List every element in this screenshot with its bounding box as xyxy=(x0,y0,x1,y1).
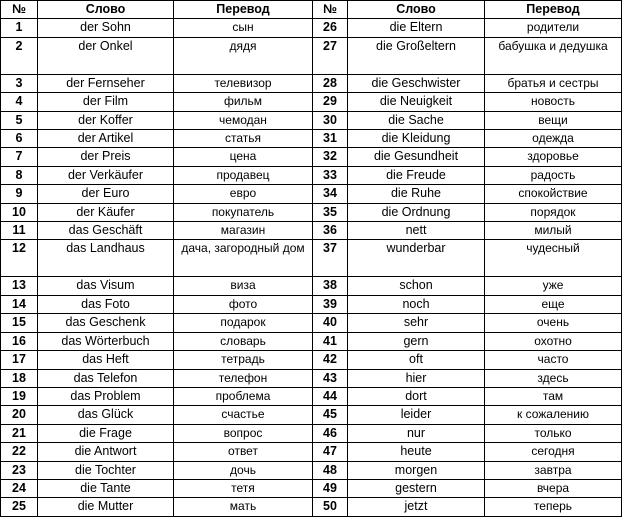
cell-number-left: 7 xyxy=(1,148,38,166)
cell-number-right: 46 xyxy=(313,424,348,442)
cell-translation-right: радость xyxy=(485,166,622,184)
cell-translation-right: только xyxy=(485,424,622,442)
header-row xyxy=(1,1,622,19)
cell-number-left: 25 xyxy=(1,498,38,516)
table-row xyxy=(1,240,622,277)
cell-number-right: 40 xyxy=(313,314,348,332)
cell-word-right: die Ruhe xyxy=(348,185,485,203)
cell-translation-left: виза xyxy=(174,277,313,295)
cell-word-left: die Tante xyxy=(38,479,174,497)
cell-word-left: der Käufer xyxy=(38,203,174,221)
cell-word-right: dort xyxy=(348,387,485,405)
cell-number-right: 31 xyxy=(313,130,348,148)
table-row xyxy=(1,387,622,405)
cell-word-left: der Fernseher xyxy=(38,74,174,92)
cell-word-left: der Film xyxy=(38,93,174,111)
cell-word-left: der Sohn xyxy=(38,19,174,37)
table-row xyxy=(1,295,622,313)
table-row xyxy=(1,185,622,203)
cell-translation-right: охотно xyxy=(485,332,622,350)
cell-translation-left: фото xyxy=(174,295,313,313)
cell-number-right: 36 xyxy=(313,222,348,240)
cell-number-left: 9 xyxy=(1,185,38,203)
header-word-right: Слово xyxy=(348,1,485,19)
cell-number-left: 10 xyxy=(1,203,38,221)
table-row xyxy=(1,37,622,74)
cell-translation-left: дочь xyxy=(174,461,313,479)
cell-translation-right: одежда xyxy=(485,130,622,148)
cell-number-right: 37 xyxy=(313,240,348,277)
cell-number-left: 4 xyxy=(1,93,38,111)
cell-word-left: das Foto xyxy=(38,295,174,313)
cell-number-right: 45 xyxy=(313,406,348,424)
cell-translation-right: здоровье xyxy=(485,148,622,166)
cell-number-left: 19 xyxy=(1,387,38,405)
cell-translation-left: проблема xyxy=(174,387,313,405)
cell-translation-left: продавец xyxy=(174,166,313,184)
cell-translation-right: теперь xyxy=(485,498,622,516)
cell-number-right: 38 xyxy=(313,277,348,295)
table-row xyxy=(1,203,622,221)
cell-number-left: 18 xyxy=(1,369,38,387)
cell-number-right: 27 xyxy=(313,37,348,74)
cell-translation-right: новость xyxy=(485,93,622,111)
header-translation-left: Перевод xyxy=(174,1,313,19)
cell-word-left: das Geschenk xyxy=(38,314,174,332)
cell-translation-left: телефон xyxy=(174,369,313,387)
cell-word-right: heute xyxy=(348,443,485,461)
cell-word-left: die Antwort xyxy=(38,443,174,461)
cell-translation-left: ответ xyxy=(174,443,313,461)
cell-translation-left: фильм xyxy=(174,93,313,111)
cell-translation-right: часто xyxy=(485,351,622,369)
cell-number-right: 43 xyxy=(313,369,348,387)
cell-number-right: 35 xyxy=(313,203,348,221)
header-translation-right: Перевод xyxy=(485,1,622,19)
cell-number-left: 17 xyxy=(1,351,38,369)
cell-word-left: die Frage xyxy=(38,424,174,442)
cell-word-right: die Ordnung xyxy=(348,203,485,221)
table-row xyxy=(1,74,622,92)
cell-word-right: jetzt xyxy=(348,498,485,516)
cell-word-right: nett xyxy=(348,222,485,240)
cell-translation-left: словарь xyxy=(174,332,313,350)
cell-word-left: der Koffer xyxy=(38,111,174,129)
cell-translation-left: дача, загородный дом xyxy=(174,240,313,277)
table-row xyxy=(1,443,622,461)
table-row xyxy=(1,461,622,479)
header-word-left: Слово xyxy=(38,1,174,19)
cell-translation-left: тетрадь xyxy=(174,351,313,369)
cell-number-left: 23 xyxy=(1,461,38,479)
cell-translation-right: уже xyxy=(485,277,622,295)
cell-word-left: die Tochter xyxy=(38,461,174,479)
table-row xyxy=(1,424,622,442)
cell-word-right: hier xyxy=(348,369,485,387)
cell-translation-right: милый xyxy=(485,222,622,240)
cell-word-left: der Preis xyxy=(38,148,174,166)
cell-word-right: die Großeltern xyxy=(348,37,485,74)
cell-number-left: 16 xyxy=(1,332,38,350)
cell-number-left: 11 xyxy=(1,222,38,240)
cell-word-right: die Eltern xyxy=(348,19,485,37)
cell-number-right: 33 xyxy=(313,166,348,184)
header-number-right: № xyxy=(313,1,348,19)
table-row xyxy=(1,19,622,37)
header-number-left: № xyxy=(1,1,38,19)
cell-number-right: 39 xyxy=(313,295,348,313)
cell-number-left: 20 xyxy=(1,406,38,424)
cell-number-right: 26 xyxy=(313,19,348,37)
cell-word-left: das Problem xyxy=(38,387,174,405)
cell-number-right: 28 xyxy=(313,74,348,92)
cell-translation-right: еще xyxy=(485,295,622,313)
cell-translation-left: магазин xyxy=(174,222,313,240)
cell-word-right: die Freude xyxy=(348,166,485,184)
cell-number-left: 14 xyxy=(1,295,38,313)
table-row xyxy=(1,479,622,497)
cell-number-left: 21 xyxy=(1,424,38,442)
cell-translation-right: вещи xyxy=(485,111,622,129)
cell-number-left: 15 xyxy=(1,314,38,332)
cell-word-left: der Onkel xyxy=(38,37,174,74)
table-row xyxy=(1,369,622,387)
cell-word-right: noch xyxy=(348,295,485,313)
cell-number-right: 50 xyxy=(313,498,348,516)
cell-translation-right: там xyxy=(485,387,622,405)
cell-word-left: der Verkäufer xyxy=(38,166,174,184)
cell-number-right: 32 xyxy=(313,148,348,166)
cell-number-left: 13 xyxy=(1,277,38,295)
cell-word-left: das Heft xyxy=(38,351,174,369)
cell-translation-left: мать xyxy=(174,498,313,516)
cell-word-right: die Sache xyxy=(348,111,485,129)
cell-word-right: sehr xyxy=(348,314,485,332)
vocabulary-body xyxy=(1,19,622,516)
cell-translation-left: цена xyxy=(174,148,313,166)
cell-word-right: die Gesundheit xyxy=(348,148,485,166)
cell-translation-left: евро xyxy=(174,185,313,203)
table-row xyxy=(1,222,622,240)
cell-word-right: die Geschwister xyxy=(348,74,485,92)
cell-number-left: 8 xyxy=(1,166,38,184)
cell-number-right: 42 xyxy=(313,351,348,369)
table-row xyxy=(1,351,622,369)
cell-word-right: die Neuigkeit xyxy=(348,93,485,111)
table-row xyxy=(1,93,622,111)
cell-word-left: das Wörterbuch xyxy=(38,332,174,350)
cell-number-right: 47 xyxy=(313,443,348,461)
cell-word-right: die Kleidung xyxy=(348,130,485,148)
table-row xyxy=(1,111,622,129)
cell-translation-left: вопрос xyxy=(174,424,313,442)
cell-translation-left: дядя xyxy=(174,37,313,74)
table-row xyxy=(1,498,622,516)
cell-word-left: der Artikel xyxy=(38,130,174,148)
cell-translation-right: порядок xyxy=(485,203,622,221)
cell-translation-left: сын xyxy=(174,19,313,37)
cell-number-right: 34 xyxy=(313,185,348,203)
cell-word-right: schon xyxy=(348,277,485,295)
cell-number-left: 22 xyxy=(1,443,38,461)
cell-translation-right: бабушка и дедушка xyxy=(485,37,622,74)
cell-word-left: das Geschäft xyxy=(38,222,174,240)
table-row xyxy=(1,130,622,148)
cell-word-left: der Euro xyxy=(38,185,174,203)
cell-number-right: 48 xyxy=(313,461,348,479)
cell-translation-right: чудесный xyxy=(485,240,622,277)
cell-translation-left: тетя xyxy=(174,479,313,497)
cell-translation-right: братья и сестры xyxy=(485,74,622,92)
cell-number-left: 24 xyxy=(1,479,38,497)
cell-word-right: leider xyxy=(348,406,485,424)
table-row xyxy=(1,314,622,332)
cell-word-left: die Mutter xyxy=(38,498,174,516)
cell-number-right: 29 xyxy=(313,93,348,111)
cell-number-left: 12 xyxy=(1,240,38,277)
cell-translation-left: покупатель xyxy=(174,203,313,221)
cell-word-right: nur xyxy=(348,424,485,442)
cell-number-right: 41 xyxy=(313,332,348,350)
table-row xyxy=(1,148,622,166)
cell-translation-left: чемодан xyxy=(174,111,313,129)
cell-number-right: 30 xyxy=(313,111,348,129)
cell-translation-left: статья xyxy=(174,130,313,148)
cell-translation-right: к сожалению xyxy=(485,406,622,424)
cell-word-right: oft xyxy=(348,351,485,369)
cell-word-left: das Landhaus xyxy=(38,240,174,277)
table-row xyxy=(1,277,622,295)
cell-number-left: 2 xyxy=(1,37,38,74)
cell-translation-right: спокойствие xyxy=(485,185,622,203)
cell-word-left: das Glück xyxy=(38,406,174,424)
cell-translation-right: здесь xyxy=(485,369,622,387)
cell-number-left: 5 xyxy=(1,111,38,129)
table-row xyxy=(1,166,622,184)
cell-word-right: wunderbar xyxy=(348,240,485,277)
cell-translation-left: подарок xyxy=(174,314,313,332)
table-row xyxy=(1,332,622,350)
cell-translation-left: счастье xyxy=(174,406,313,424)
cell-number-right: 44 xyxy=(313,387,348,405)
cell-number-left: 3 xyxy=(1,74,38,92)
cell-translation-right: очень xyxy=(485,314,622,332)
cell-word-right: gestern xyxy=(348,479,485,497)
cell-translation-right: сегодня xyxy=(485,443,622,461)
cell-number-left: 1 xyxy=(1,19,38,37)
cell-translation-right: родители xyxy=(485,19,622,37)
cell-translation-left: телевизор xyxy=(174,74,313,92)
cell-translation-right: завтра xyxy=(485,461,622,479)
cell-word-right: morgen xyxy=(348,461,485,479)
cell-number-left: 6 xyxy=(1,130,38,148)
cell-word-left: das Visum xyxy=(38,277,174,295)
cell-number-right: 49 xyxy=(313,479,348,497)
cell-word-left: das Telefon xyxy=(38,369,174,387)
cell-translation-right: вчера xyxy=(485,479,622,497)
cell-word-right: gern xyxy=(348,332,485,350)
table-row xyxy=(1,406,622,424)
